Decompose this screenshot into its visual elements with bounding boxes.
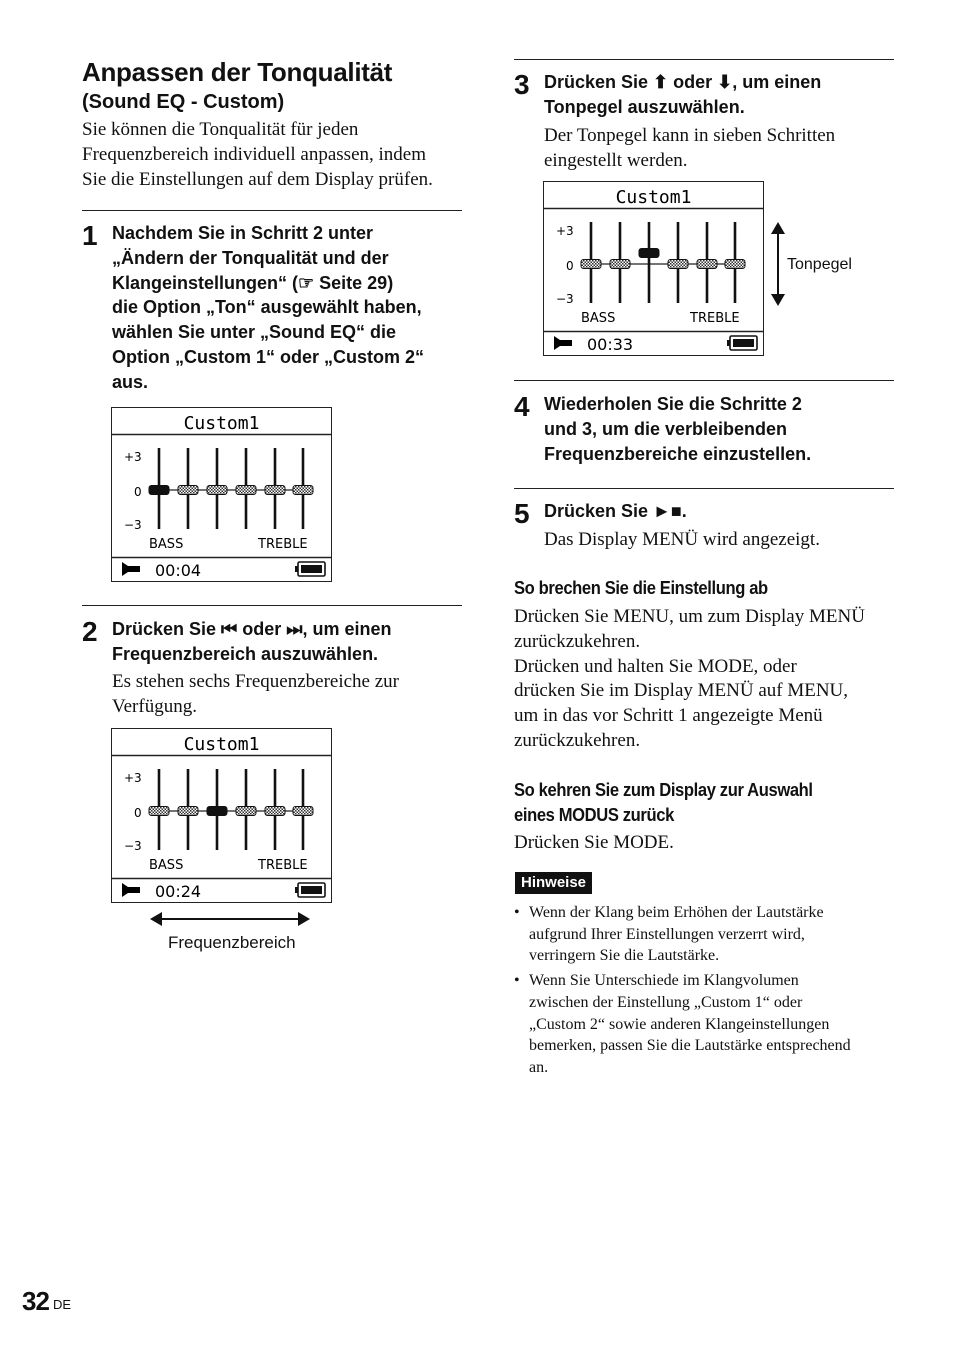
eq-band-knob	[581, 260, 601, 269]
step-number: 4	[514, 391, 530, 422]
divider	[514, 488, 894, 489]
battery-tip	[295, 887, 298, 893]
eq-band-knob-selected	[639, 249, 659, 258]
intro-text	[82, 118, 472, 192]
step-line: Klangeinstellungen“ (☞ Seite 29)	[112, 272, 394, 293]
eq-band-knob	[236, 807, 256, 816]
hint-line: Wenn Sie Unterschiede im Klangvolumen	[529, 972, 799, 990]
step-3-title	[544, 70, 899, 120]
step-line: Frequenzbereich auszuwählen.	[112, 643, 379, 664]
bass-label: BASS	[149, 858, 184, 873]
text-line: drücken Sie im Display MENÜ auf MENU,	[514, 680, 849, 702]
scale-mid-label: 0	[134, 806, 142, 820]
treble-label: TREBLE	[258, 537, 308, 552]
play-icon	[554, 336, 572, 350]
eq-band-knob-selected	[207, 807, 227, 816]
display-title: Custom1	[615, 187, 692, 208]
eq-band-knob	[293, 486, 313, 495]
frequency-range-label: Frequenzbereich	[168, 933, 296, 952]
step-number: 2	[82, 616, 98, 647]
step-3-body	[544, 124, 899, 174]
scale-top-label: +3	[556, 224, 574, 238]
eq-band-knob	[265, 486, 285, 495]
scale-top-label: +3	[124, 771, 142, 785]
hint-line: bemerken, passen Sie die Lautstärke entsprechend	[529, 1037, 851, 1055]
eq-band-knob	[610, 260, 630, 269]
scale-bottom-label: −3	[556, 292, 574, 306]
cancel-text	[514, 605, 904, 754]
text-line: zurückzukehren.	[514, 630, 641, 652]
step-line: Drücken Sie ⬆ oder ⬇, um einen	[544, 72, 822, 92]
intro-line: Sie die Einstellungen auf dem Display prüfen.	[82, 168, 433, 190]
step-line: Option „Custom 1“ oder „Custom 2“	[112, 346, 425, 367]
step-2-title	[112, 617, 467, 667]
hint-line: verringern Sie die Lautstärke.	[529, 947, 720, 965]
list-item	[514, 902, 899, 967]
battery-level	[301, 565, 322, 573]
eq-band-knob-selected	[149, 486, 169, 495]
list-item	[514, 970, 899, 1079]
scale-mid-label: 0	[134, 485, 142, 499]
step-line: Drücken Sie ⏮ oder ⏭, um einen	[112, 619, 392, 639]
step-2-body	[112, 670, 467, 720]
battery-level	[733, 339, 754, 347]
eq-band-knob	[668, 260, 688, 269]
step-line: aus.	[112, 371, 149, 392]
cancel-heading: So brechen Sie die Einstellung ab	[514, 578, 768, 598]
heading-line: So kehren Sie zum Display zur Auswahl	[514, 780, 813, 800]
text-line: um in das vor Schritt 1 angezeigte Menü	[514, 705, 823, 727]
scale-top-label: +3	[124, 450, 142, 464]
level-label: Tonpegel	[787, 256, 852, 273]
step-line: Wiederholen Sie die Schritte 2	[544, 394, 802, 414]
page-language: DE	[53, 1297, 72, 1312]
play-icon	[122, 883, 140, 897]
hints-badge: Hinweise	[515, 872, 592, 894]
display-title: Custom1	[183, 734, 260, 755]
eq-display-1	[111, 407, 332, 582]
step-line: Tonpegel auszuwählen.	[544, 96, 745, 117]
body-line: eingestellt werden.	[544, 149, 688, 171]
display-title: Custom1	[183, 413, 260, 434]
hint-line: an.	[529, 1058, 549, 1076]
level-range-arrow	[768, 220, 788, 308]
step-line: Nachdem Sie in Schritt 2 unter	[112, 223, 374, 243]
eq-display-2	[111, 728, 332, 903]
text-line: zurückzukehren.	[514, 729, 641, 751]
hint-line: „Custom 2“ sowie anderen Klangeinstellungen	[529, 1015, 830, 1033]
bullet: •	[514, 904, 520, 921]
step-number: 3	[514, 69, 530, 100]
step-number: 5	[514, 498, 530, 529]
eq-band-knob	[178, 807, 198, 816]
eq-band-knob	[207, 486, 227, 495]
scale-mid-label: 0	[566, 259, 574, 273]
text-line: Drücken Sie MENU, um zum Display MENÜ	[514, 606, 865, 627]
hint-line: Wenn der Klang beim Erhöhen der Lautstärke	[529, 904, 824, 921]
eq-band-knob	[236, 486, 256, 495]
page-number: 32	[22, 1286, 49, 1316]
divider	[514, 380, 894, 381]
divider	[82, 210, 462, 211]
treble-label: TREBLE	[258, 858, 308, 873]
eq-band-knob	[725, 260, 745, 269]
page-subtitle: (Sound EQ - Custom)	[82, 91, 285, 113]
play-icon	[122, 562, 140, 576]
step-line: die Option „Ton“ ausgewählt haben,	[112, 297, 422, 318]
time-display: 00:33	[587, 335, 634, 354]
eq-band-knob	[293, 807, 313, 816]
eq-band-knob	[149, 807, 169, 816]
time-display: 00:04	[155, 561, 202, 580]
step-line: wählen Sie unter „Sound EQ“ die	[112, 322, 397, 343]
step-5-title: Drücken Sie ►■.	[544, 501, 687, 521]
step-4-title	[544, 392, 899, 466]
step-line: Frequenzbereiche einzustellen.	[544, 443, 812, 464]
body-line: Der Tonpegel kann in sieben Schritten	[544, 125, 836, 146]
bass-label: BASS	[149, 537, 184, 552]
treble-label: TREBLE	[690, 311, 740, 326]
text-line: Drücken und halten Sie MODE, oder	[514, 655, 797, 677]
bass-label: BASS	[581, 311, 616, 326]
divider	[82, 605, 462, 606]
hint-line: zwischen der Einstellung „Custom 1“ oder	[529, 993, 803, 1011]
eq-band-knob	[697, 260, 717, 269]
heading-line: eines MODUS zurück	[514, 805, 674, 825]
hint-line: aufgrund Ihrer Einstellungen verzerrt wird,	[529, 925, 805, 943]
battery-tip	[295, 566, 298, 572]
body-line: Es stehen sechs Frequenzbereiche zur	[112, 671, 399, 692]
battery-tip	[727, 340, 730, 346]
intro-line: Frequenzbereich individuell anpassen, indem	[82, 143, 427, 165]
page-title: Anpassen der Tonqualität	[82, 57, 393, 87]
intro-line: Sie können die Tonqualität für jeden	[82, 119, 359, 140]
battery-level	[301, 886, 322, 894]
step-line: „Ändern der Tonqualität und der	[112, 247, 389, 268]
divider	[514, 59, 894, 60]
step-1-title	[112, 221, 467, 395]
body-line: Verfügung.	[112, 695, 197, 717]
step-number: 1	[82, 220, 98, 251]
time-display: 00:24	[155, 882, 202, 901]
eq-display-3	[543, 181, 764, 356]
scale-bottom-label: −3	[124, 839, 142, 853]
frequency-range-arrow	[148, 909, 312, 929]
hints-list	[514, 902, 899, 1081]
return-heading	[514, 778, 813, 828]
eq-band-knob	[265, 807, 285, 816]
step-line: und 3, um die verbleibenden	[544, 418, 788, 439]
eq-band-knob	[178, 486, 198, 495]
return-text: Drücken Sie MODE.	[514, 832, 674, 853]
step-5-body: Das Display MENÜ wird angezeigt.	[544, 529, 820, 550]
scale-bottom-label: −3	[124, 518, 142, 532]
bullet: •	[514, 972, 520, 990]
